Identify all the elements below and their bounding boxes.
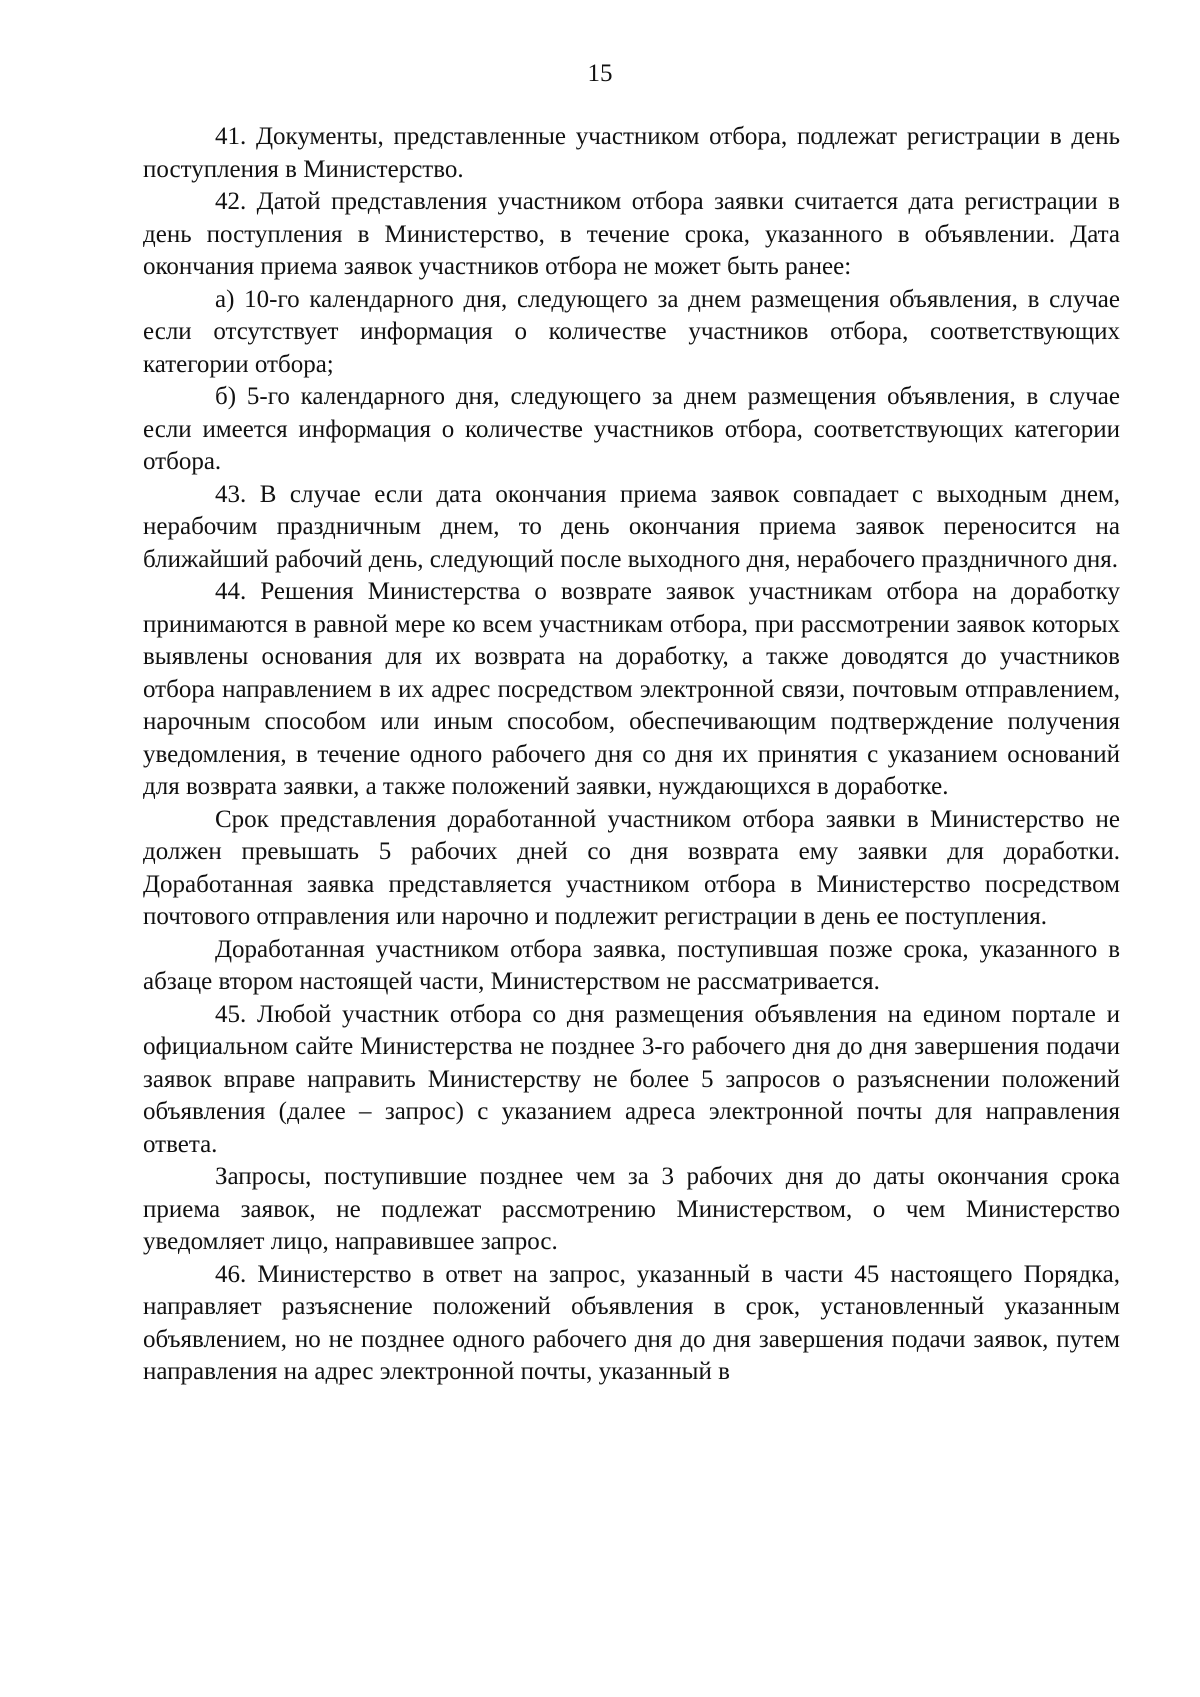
document-body — [143, 121, 1120, 1389]
paragraph-44-part-2: Срок представления доработанной участником отбора заявки в Министерство не должен превышать 5 рабочих дней со дня возврата ему заявки для доработки. Доработанная заявка представляется участником отбора в Министерство посредством почтового отправления или нарочно и подлежит регистрации в день ее поступления. — [143, 805, 1120, 930]
paragraph-46: 46. Министерство в ответ на запрос, указанный в части 45 настоящего Порядка, направляет разъяснение положений объявления в срок, установленный указанным объявлением, но не позднее одного рабочего дня до дня завершения подачи заявок, путем направления на адрес электронной почты, указанный в — [143, 1260, 1120, 1385]
paragraph-45: 45. Любой участник отбора со дня размещения объявления на едином портале и официальном сайте Министерства не позднее 3-го рабочего дня до дня завершения подачи заявок вправе направить Министерству не более 5 запросов о разъяснении положений объявления (далее – запрос) с указанием адреса электронной почты для направления ответа. — [143, 1000, 1120, 1158]
paragraph-42-item-b: б) 5-го календарного дня, следующего за днем размещения объявления, в случае если имеется информация о количестве участников отбора, соответствующих категории отбора. — [143, 383, 1120, 475]
paragraph-45-part-2: Запросы, поступившие позднее чем за 3 рабочих дня до даты окончания срока приема заявок, не подлежат рассмотрению Министерством, о чем Министерство уведомляет лицо, направившее запрос. — [143, 1163, 1120, 1255]
paragraph-43: 43. В случае если дата окончания приема заявок совпадает с выходным днем, нерабочим праздничным днем, то день окончания приема заявок переносится на ближайший рабочий день, следующий после выходного дня, нерабочего праздничного дня. — [143, 480, 1120, 573]
paragraph-44: 44. Решения Министерства о возврате заявок участникам отбора на доработку принимаются в равной мере ко всем участникам отбора, при рассмотрении заявок которых выявлены основания для их возврата на доработку, а также доводятся до участников отбора направлением в их адрес посредством электронной связи, почтовым отправлением, нарочным способом или иным способом, обеспечивающим подтверждение получения уведомления, в течение одного рабочего дня со дня их принятия с указанием оснований для возврата заявки, а также положений заявки, нуждающихся в доработке. — [143, 578, 1120, 800]
paragraph-44-part-3: Доработанная участником отбора заявка, поступившая позже срока, указанного в абзаце втором настоящей части, Министерством не рассматривается. — [143, 935, 1120, 995]
page-number: 15 — [587, 60, 613, 87]
paragraph-42: 42. Датой представления участником отбора заявки считается дата регистрации в день поступления в Министерство, в течение срока, указанного в объявлении. Дата окончания приема заявок участников отбора не может быть ранее: — [143, 188, 1120, 280]
paragraph-41: 41. Документы, представленные участником отбора, подлежат регистрации в день поступления в Министерство. — [143, 123, 1120, 183]
paragraph-42-item-a: а) 10-го календарного дня, следующего за днем размещения объявления, в случае если отсутствует информация о количестве участников отбора, соответствующих категории отбора; — [143, 285, 1120, 378]
